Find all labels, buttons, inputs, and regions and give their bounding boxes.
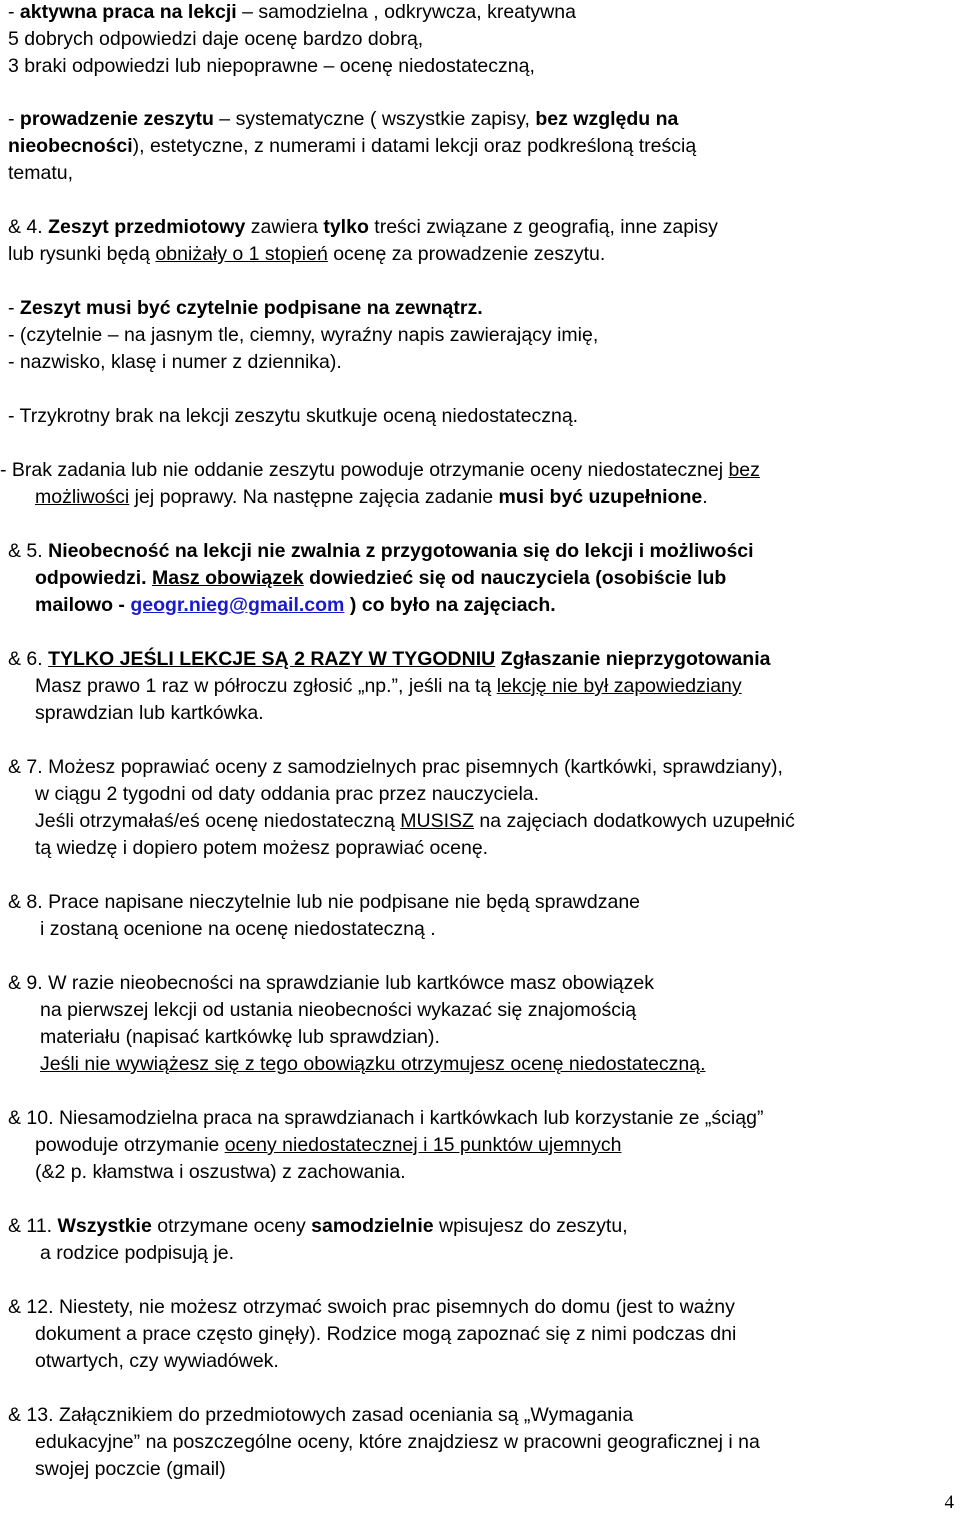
text-line — [8, 1214, 628, 1238]
text-line — [35, 1322, 736, 1346]
text-run: dowiedzieć się od nauczyciela (osobiście lub — [303, 567, 727, 589]
text-run: na zajęciach dodatkowych uzupełnić — [473, 810, 795, 832]
text-line — [8, 27, 423, 51]
text-line — [8, 539, 754, 563]
text-run: & 10. Niesamodzielna praca na sprawdzianach i kartkówkach lub korzystanie ze „ściąg” — [8, 1107, 764, 1129]
text-line — [8, 0, 576, 24]
text-run: - — [8, 1, 20, 23]
text-run: w ciągu 2 tygodni od daty oddania prac przez nauczyciela. — [35, 783, 540, 805]
text-run: ) co było na zajęciach. — [344, 594, 556, 616]
text-line — [8, 647, 770, 671]
text-line — [8, 107, 678, 131]
text-run: Masz obowiązek — [152, 567, 304, 589]
text-run: dokument a prace często ginęły). Rodzice mogą zapoznać się z nimi podczas dni — [35, 1323, 737, 1345]
text-run: Masz prawo 1 raz w półroczu zgłosić „np.”, jeśli na tą — [35, 675, 497, 697]
text-run: - nazwisko, klasę i numer z dziennika). — [8, 351, 342, 373]
text-run: Zeszyt musi być czytelnie podpisane na zewnątrz. — [19, 297, 483, 319]
text-line — [40, 998, 636, 1022]
text-run: swojej poczcie (gmail) — [35, 1458, 226, 1480]
text-run: Wszystkie — [57, 1215, 152, 1237]
text-line — [8, 161, 73, 185]
text-line — [0, 458, 760, 482]
text-run: prowadzenie zeszytu — [19, 108, 214, 130]
text-run: - — [8, 297, 20, 319]
text-run: - Brak zadania lub nie oddanie zeszytu powoduje otrzymanie oceny niedostatecznej — [0, 459, 729, 481]
text-run: - — [8, 108, 20, 130]
text-line — [35, 1349, 279, 1373]
text-line — [8, 54, 535, 78]
text-line — [8, 296, 483, 320]
text-run: & 12. Niestety, nie możesz otrzymać swoich prac pisemnych do domu (jest to ważny — [8, 1296, 735, 1318]
text-run: . — [702, 486, 708, 508]
text-line — [40, 1025, 440, 1049]
text-run: otrzymane oceny — [151, 1215, 312, 1237]
text-run: mailowo - — [35, 594, 131, 616]
text-line — [35, 1430, 760, 1454]
text-line — [8, 404, 578, 428]
text-run: 3 braki odpowiedzi lub niepoprawne – ocenę niedostateczną, — [8, 55, 535, 77]
text-run: & 9. W razie nieobecności na sprawdzianie lub kartkówce masz obowiązek — [8, 972, 654, 994]
text-line — [40, 1241, 234, 1265]
text-run: bez — [728, 459, 760, 481]
page-number: 4 — [944, 1492, 954, 1513]
text-line — [35, 674, 742, 698]
text-run: – samodzielna , odkrywcza, kreatywna — [236, 1, 576, 23]
text-run: możliwości — [35, 486, 130, 508]
text-run: & 8. Prace napisane nieczytelnie lub nie podpisane nie będą sprawdzane — [8, 891, 641, 913]
text-run: - (czytelnie – na jasnym tle, ciemny, wyraźny napis zawierający imię, — [8, 324, 599, 346]
text-line — [35, 593, 556, 617]
text-run: i zostaną ocenione na ocenę niedostateczną . — [40, 918, 436, 940]
text-run: (&2 p. kłamstwa i oszustwa) z zachowania. — [35, 1161, 406, 1183]
text-run: & 7. Możesz poprawiać oceny z samodzielnych prac pisemnych (kartkówki, sprawdziany), — [8, 756, 783, 778]
text-run: & 5. — [8, 540, 49, 562]
text-line — [35, 1133, 621, 1157]
text-line — [40, 1052, 706, 1076]
text-line — [8, 890, 640, 914]
text-run: oceny niedostatecznej i 15 punktów ujemnych — [224, 1134, 622, 1156]
text-run: musi być uzupełnione — [498, 486, 703, 508]
text-run: tą wiedzę i dopiero potem możesz poprawiać ocenę. — [35, 837, 489, 859]
text-line — [8, 215, 718, 239]
email-link[interactable]: geogr.nieg@gmail.com — [130, 594, 345, 616]
text-run: lub rysunki będą — [8, 243, 156, 265]
text-run: tematu, — [8, 162, 74, 184]
text-run: obniżały o 1 stopień — [155, 243, 328, 265]
text-line — [35, 782, 539, 806]
text-line — [8, 1295, 735, 1319]
text-run: - Trzykrotny brak na lekcji zeszytu skutkuje oceną niedostateczną. — [8, 405, 579, 427]
text-line — [35, 836, 488, 860]
text-run: na pierwszej lekcji od ustania nieobecności wykazać się znajomością — [40, 999, 637, 1021]
text-run: materiału (napisać kartkówkę lub sprawdzian). — [40, 1026, 440, 1048]
text-line — [8, 1106, 763, 1130]
text-run: a rodzice podpisują je. — [40, 1242, 235, 1264]
text-line — [35, 566, 726, 590]
text-run: aktywna praca na lekcji — [19, 1, 237, 23]
text-run: otwartych, czy wywiadówek. — [35, 1350, 279, 1372]
text-line — [8, 1403, 633, 1427]
text-line — [35, 485, 708, 509]
text-line — [8, 755, 783, 779]
text-run: lekcję nie był zapowiedziany — [496, 675, 742, 697]
text-run: 5 dobrych odpowiedzi daje ocenę bardzo dobrą, — [8, 28, 424, 50]
text-run: TYLKO JEŚLI LEKCJE SĄ 2 RAZY W TYGODNIU — [48, 648, 496, 670]
text-run: powoduje otrzymanie — [35, 1134, 225, 1156]
text-line — [8, 971, 654, 995]
text-run: edukacyjne” na poszczególne oceny, które znajdziesz w pracowni geograficznej i na — [35, 1431, 760, 1453]
text-run: tylko — [323, 216, 369, 238]
text-run: Jeśli otrzymałaś/eś ocenę niedostateczną — [35, 810, 401, 832]
text-run: Zeszyt przedmiotowy — [48, 216, 246, 238]
text-line — [35, 701, 264, 725]
text-line — [8, 242, 605, 266]
text-run: wpisujesz do zeszytu, — [433, 1215, 628, 1237]
text-run: & 4. — [8, 216, 49, 238]
text-run: & 13. Załącznikiem do przedmiotowych zasad oceniania są „Wymagania — [8, 1404, 634, 1426]
text-line — [35, 1457, 226, 1481]
text-run: bez względu na — [535, 108, 679, 130]
text-run: odpowiedzi. — [35, 567, 152, 589]
text-run: Nieobecność na lekcji nie zwalnia z przygotowania się do lekcji i możliwości — [48, 540, 754, 562]
text-line — [8, 134, 696, 158]
text-line — [35, 1160, 406, 1184]
text-run: zawiera — [245, 216, 324, 238]
text-line — [8, 350, 342, 374]
text-run: Zgłaszanie nieprzygotowania — [495, 648, 771, 670]
text-run: nieobecności — [8, 135, 133, 157]
text-run: sprawdzian lub kartkówka. — [35, 702, 264, 724]
text-run: jej poprawy. Na następne zajęcia zadanie — [129, 486, 499, 508]
text-run: treści związane z geografią, inne zapisy — [368, 216, 718, 238]
text-run: samodzielnie — [311, 1215, 434, 1237]
text-line — [40, 917, 436, 941]
text-run: – systematyczne ( wszystkie zapisy, — [213, 108, 536, 130]
text-run: Jeśli nie wywiążesz się z tego obowiązku otrzymujesz ocenę niedostateczną. — [40, 1053, 706, 1075]
text-run: & 11. — [8, 1215, 58, 1237]
text-line — [35, 809, 795, 833]
text-run: ), estetyczne, z numerami i datami lekcji oraz podkreśloną treścią — [132, 135, 697, 157]
text-run: & 6. — [8, 648, 49, 670]
text-run: ocenę za prowadzenie zeszytu. — [327, 243, 606, 265]
text-line — [8, 323, 598, 347]
text-run: MUSISZ — [400, 810, 474, 832]
